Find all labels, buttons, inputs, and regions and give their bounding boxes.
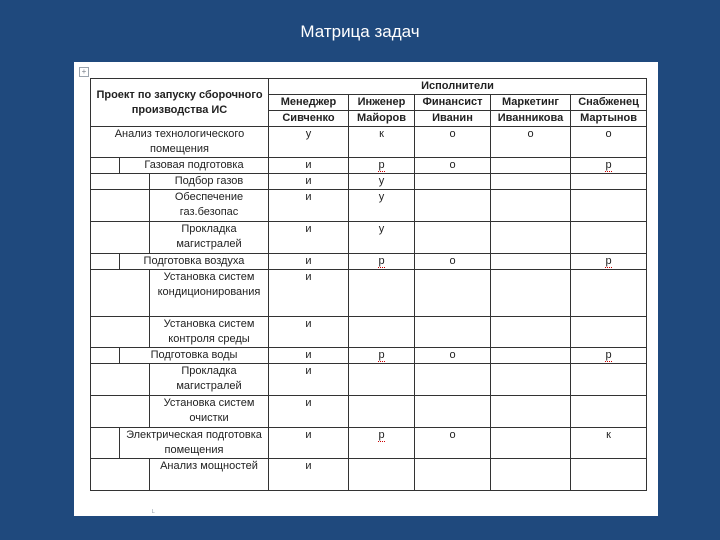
role-cell bbox=[349, 222, 415, 254]
role-code: и bbox=[305, 159, 312, 171]
role-cell bbox=[415, 190, 491, 222]
task-row bbox=[91, 222, 647, 254]
role-code: и bbox=[305, 460, 312, 472]
role-cell bbox=[415, 158, 491, 174]
role-cell bbox=[269, 317, 349, 348]
task-row bbox=[91, 317, 647, 348]
task-row bbox=[91, 348, 647, 364]
role-code: р bbox=[378, 255, 385, 267]
task-cell bbox=[91, 459, 269, 491]
role-code: р bbox=[378, 159, 385, 171]
role-cell bbox=[415, 127, 491, 158]
task-row bbox=[91, 459, 647, 491]
role-cell bbox=[491, 364, 571, 396]
role-cell bbox=[415, 222, 491, 254]
role-cell bbox=[571, 270, 647, 317]
task-label: Установка систем контроля среды bbox=[163, 318, 255, 345]
project-header: Проект по запуску сборочного производства ИС bbox=[91, 79, 269, 127]
task-row bbox=[91, 190, 647, 222]
role-cell bbox=[349, 364, 415, 396]
role-cell bbox=[415, 174, 491, 190]
role-code: р bbox=[605, 159, 612, 171]
role-cell bbox=[491, 174, 571, 190]
role-cell bbox=[269, 174, 349, 190]
role-code: р bbox=[378, 349, 385, 361]
role-code: о bbox=[449, 159, 456, 171]
task-matrix-table bbox=[90, 78, 647, 491]
role-code: у bbox=[378, 175, 385, 187]
role-code: и bbox=[305, 271, 312, 283]
role-cell bbox=[269, 396, 349, 428]
role-cell bbox=[571, 254, 647, 270]
task-cell bbox=[91, 348, 269, 364]
task-cell bbox=[91, 158, 269, 174]
task-label: Газовая подготовка bbox=[144, 159, 244, 171]
role-code: о bbox=[449, 349, 456, 361]
role-header: Маркетинг bbox=[491, 95, 571, 111]
role-cell bbox=[349, 428, 415, 459]
role-code: и bbox=[305, 349, 312, 361]
task-row bbox=[91, 158, 647, 174]
role-cell bbox=[571, 158, 647, 174]
task-cell bbox=[91, 254, 269, 270]
task-cell bbox=[91, 127, 269, 158]
task-label: Подготовка воды bbox=[150, 349, 238, 361]
role-cell bbox=[415, 396, 491, 428]
task-row bbox=[91, 254, 647, 270]
role-cell bbox=[571, 459, 647, 491]
role-cell bbox=[269, 190, 349, 222]
role-cell bbox=[269, 222, 349, 254]
role-code: р bbox=[605, 255, 612, 267]
role-cell bbox=[491, 428, 571, 459]
role-cell bbox=[415, 270, 491, 317]
role-cell bbox=[269, 158, 349, 174]
role-cell bbox=[491, 158, 571, 174]
task-cell bbox=[91, 364, 269, 396]
role-cell bbox=[491, 396, 571, 428]
role-header: Менеджер bbox=[269, 95, 349, 111]
task-cell bbox=[91, 428, 269, 459]
role-cell bbox=[491, 127, 571, 158]
document-page bbox=[74, 62, 658, 516]
task-row bbox=[91, 364, 647, 396]
role-cell bbox=[491, 190, 571, 222]
role-code: о bbox=[527, 128, 534, 140]
header-row-1 bbox=[91, 79, 647, 95]
role-header: Снабженец bbox=[571, 95, 647, 111]
role-cell bbox=[269, 127, 349, 158]
task-label: Анализ технологического помещения bbox=[114, 128, 245, 155]
role-cell bbox=[491, 254, 571, 270]
task-cell bbox=[91, 222, 269, 254]
person-header: Сивченко bbox=[269, 111, 349, 127]
task-cell bbox=[91, 190, 269, 222]
role-cell bbox=[491, 348, 571, 364]
task-label: Прокладка магистралей bbox=[176, 365, 242, 392]
task-label: Установка систем кондиционирования bbox=[157, 271, 261, 298]
role-code: о bbox=[449, 429, 456, 441]
role-cell bbox=[571, 127, 647, 158]
role-code: и bbox=[305, 365, 312, 377]
role-cell bbox=[491, 222, 571, 254]
role-code: о bbox=[605, 128, 612, 140]
role-cell bbox=[269, 428, 349, 459]
task-label: Установка систем очистки bbox=[163, 397, 255, 424]
task-label: Электрическая подготовка помещения bbox=[126, 429, 262, 456]
role-cell bbox=[269, 459, 349, 491]
task-label: Прокладка магистралей bbox=[176, 223, 242, 250]
task-row bbox=[91, 270, 647, 317]
role-code: и bbox=[305, 175, 312, 187]
role-cell bbox=[415, 364, 491, 396]
role-cell bbox=[491, 270, 571, 317]
role-cell bbox=[349, 270, 415, 317]
role-cell bbox=[349, 254, 415, 270]
person-header: Иванин bbox=[415, 111, 491, 127]
role-cell bbox=[269, 270, 349, 317]
role-code: у bbox=[305, 128, 312, 140]
task-label: Обеспечение газ.безопас bbox=[174, 191, 244, 218]
role-code: и bbox=[305, 397, 312, 409]
task-row bbox=[91, 174, 647, 190]
role-cell bbox=[269, 348, 349, 364]
role-code: к bbox=[379, 128, 384, 140]
role-cell bbox=[571, 222, 647, 254]
role-cell bbox=[269, 364, 349, 396]
role-header: Финансист bbox=[415, 95, 491, 111]
task-row bbox=[91, 127, 647, 158]
person-header: Иванникова bbox=[491, 111, 571, 127]
role-cell bbox=[571, 428, 647, 459]
role-cell bbox=[571, 317, 647, 348]
role-cell bbox=[415, 254, 491, 270]
person-header: Мартынов bbox=[571, 111, 647, 127]
task-label: Подготовка воздуха bbox=[143, 255, 245, 267]
role-code: и bbox=[305, 429, 312, 441]
role-code: о bbox=[449, 255, 456, 267]
role-code: у bbox=[378, 223, 385, 235]
role-cell bbox=[349, 396, 415, 428]
role-cell bbox=[571, 396, 647, 428]
table-move-handle-icon[interactable]: + bbox=[79, 67, 89, 77]
role-cell bbox=[571, 364, 647, 396]
role-cell bbox=[349, 127, 415, 158]
task-label: Анализ мощностей bbox=[160, 460, 258, 472]
slide-title: Матрица задач bbox=[300, 22, 420, 41]
role-cell bbox=[571, 174, 647, 190]
task-cell bbox=[91, 174, 269, 190]
role-code: и bbox=[305, 318, 312, 330]
role-cell bbox=[349, 317, 415, 348]
role-cell bbox=[349, 459, 415, 491]
executors-header: Исполнители bbox=[269, 79, 647, 95]
role-code: и bbox=[305, 255, 312, 267]
role-cell bbox=[415, 459, 491, 491]
role-cell bbox=[415, 348, 491, 364]
cell-end-mark: ᴸ bbox=[152, 508, 155, 517]
role-code: о bbox=[449, 128, 456, 140]
role-code: к bbox=[606, 429, 611, 441]
person-header: Майоров bbox=[349, 111, 415, 127]
role-cell bbox=[349, 158, 415, 174]
role-cell bbox=[349, 348, 415, 364]
role-cell bbox=[349, 174, 415, 190]
task-cell bbox=[91, 396, 269, 428]
role-cell bbox=[415, 317, 491, 348]
task-row bbox=[91, 428, 647, 459]
role-code: и bbox=[305, 191, 312, 203]
task-label: Подбор газов bbox=[174, 175, 244, 187]
task-cell bbox=[91, 270, 269, 317]
role-code: р bbox=[378, 429, 385, 441]
role-cell bbox=[571, 348, 647, 364]
task-cell bbox=[91, 317, 269, 348]
task-row bbox=[91, 396, 647, 428]
role-cell bbox=[349, 190, 415, 222]
role-cell bbox=[571, 190, 647, 222]
role-code: р bbox=[605, 349, 612, 361]
role-cell bbox=[491, 459, 571, 491]
role-cell bbox=[269, 254, 349, 270]
role-code: и bbox=[305, 223, 312, 235]
role-code: у bbox=[378, 191, 385, 203]
role-cell bbox=[415, 428, 491, 459]
role-cell bbox=[491, 317, 571, 348]
role-header: Инженер bbox=[349, 95, 415, 111]
